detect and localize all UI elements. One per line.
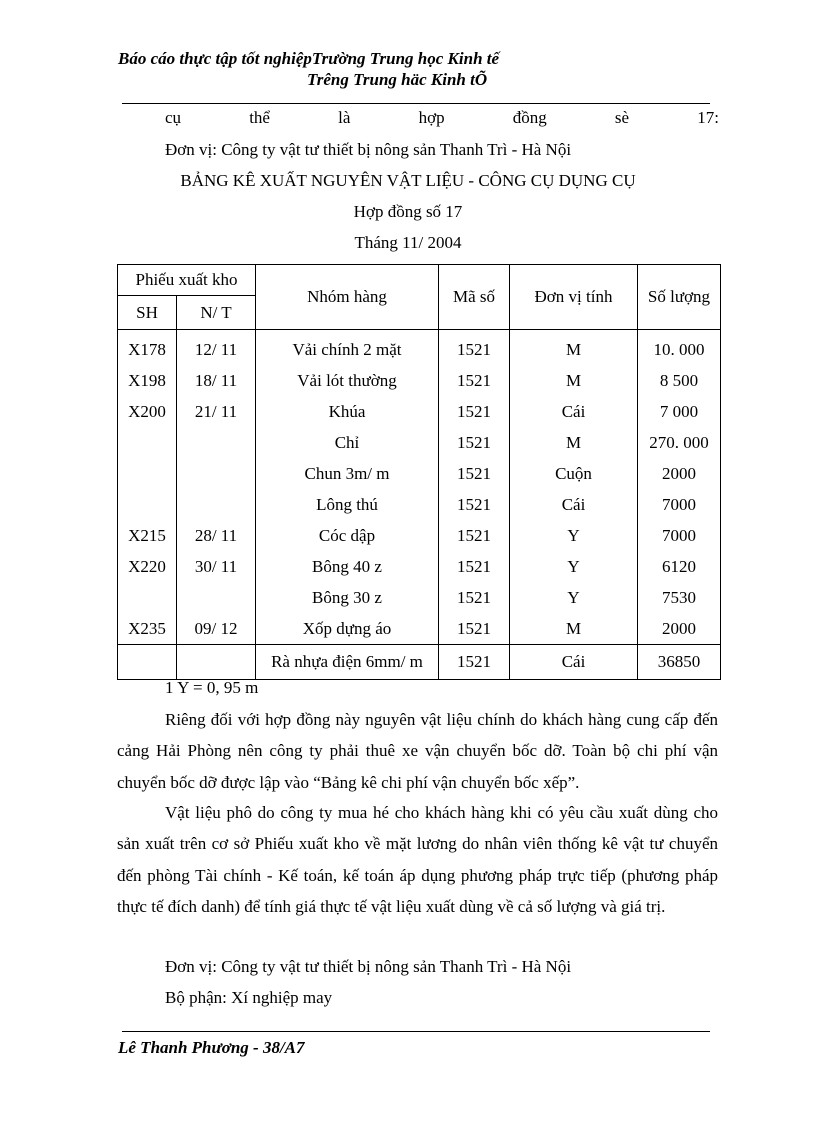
cell-item: Chỉ [256, 427, 439, 458]
cell-date: 12/ 11 [177, 330, 256, 366]
cell-quantity: 36850 [638, 645, 721, 680]
cell-unit: Y [510, 551, 638, 582]
cell-code: 1521 [439, 458, 510, 489]
cell-item: Bông 30 z [256, 582, 439, 613]
cell-unit: Cái [510, 489, 638, 520]
cell-quantity: 6120 [638, 551, 721, 582]
cell-date: 21/ 11 [177, 396, 256, 427]
cell-quantity: 7 000 [638, 396, 721, 427]
header-warehouse-slip: Phiếu xuất kho [118, 265, 256, 296]
table-row [118, 458, 721, 489]
cell-unit: Cái [510, 645, 638, 680]
table-row [118, 613, 721, 645]
cell-sh [118, 645, 177, 680]
cell-quantity: 2000 [638, 613, 721, 645]
cell-sh: X200 [118, 396, 177, 427]
cell-code: 1521 [439, 582, 510, 613]
cell-unit: M [510, 613, 638, 645]
table-row [118, 489, 721, 520]
cell-code: 1521 [439, 396, 510, 427]
cell-item: Bông 40 z [256, 551, 439, 582]
header-code: Mã số [439, 265, 510, 330]
header-item-group: Nhóm hàng [256, 265, 439, 330]
header-quantity: Số lượng [638, 265, 721, 330]
cell-quantity: 7000 [638, 520, 721, 551]
header-sh: SH [118, 296, 177, 330]
cell-unit: Cuộn [510, 458, 638, 489]
cell-item: Khúa [256, 396, 439, 427]
header-unit: Đơn vị tính [510, 265, 638, 330]
table-row [118, 645, 721, 680]
intro-word: là [338, 108, 351, 127]
table-title: BẢNG KÊ XUẤT NGUYÊN VẬT LIỆU - CÔNG CỤ DỤNG CỤ [180, 171, 636, 190]
intro-word: đồng [512, 108, 547, 127]
intro-line [165, 108, 719, 128]
header-date: N/ T [177, 296, 256, 330]
cell-quantity: 7530 [638, 582, 721, 613]
cell-sh: X178 [118, 330, 177, 366]
unit-note: 1 Y = 0, 95 m [165, 678, 259, 697]
cell-date: 09/ 12 [177, 613, 256, 645]
cell-date [177, 427, 256, 458]
cell-quantity: 10. 000 [638, 330, 721, 366]
cell-code: 1521 [439, 613, 510, 645]
paragraph-materials: Vật liệu phô do công ty mua hé cho khách hàng khi có yêu cầu xuất dùng cho sản xuất trên cơ sở Phiếu xuất kho về mặt lương do nhân viên thống kê vật tư chuyển đến phòng Tài chính - Kế toán, kế toán áp dụng phương pháp trực tiếp (phương pháp thực tế đích danh) để tính giá thực tế vật liệu xuất dùng về cả số lượng và giá trị. [117, 803, 718, 916]
intro-word: thể [249, 108, 270, 127]
cell-sh: X235 [118, 613, 177, 645]
cell-date [177, 489, 256, 520]
cell-unit: Y [510, 582, 638, 613]
table-row [118, 427, 721, 458]
cell-unit: Y [510, 520, 638, 551]
report-month: Tháng 11/ 2004 [354, 233, 462, 252]
cell-date [177, 582, 256, 613]
cell-date [177, 645, 256, 680]
department-line: Bộ phận: Xí nghiệp may [165, 988, 333, 1007]
cell-unit: M [510, 365, 638, 396]
header-divider [122, 103, 710, 104]
cell-item: Xốp dựng áo [256, 613, 439, 645]
cell-sh [118, 582, 177, 613]
cell-quantity: 8 500 [638, 365, 721, 396]
page-header: Báo cáo thực tập tốt nghiệpTrường Trung học Kinh tế [118, 49, 500, 68]
cell-item: Rà nhựa điện 6mm/ m [256, 645, 439, 680]
contract-number: Hợp đồng số 17 [353, 202, 463, 221]
cell-quantity: 2000 [638, 458, 721, 489]
table-row [118, 396, 721, 427]
cell-sh [118, 458, 177, 489]
table-row [118, 330, 721, 366]
table-row [118, 551, 721, 582]
cell-date [177, 458, 256, 489]
unit-line-1: Đơn vị: Công ty vật tư thiết bị nông sản Thanh Trì - Hà Nội [165, 140, 572, 159]
intro-word: cụ [165, 108, 182, 127]
cell-unit: M [510, 330, 638, 366]
cell-quantity: 7000 [638, 489, 721, 520]
cell-date: 30/ 11 [177, 551, 256, 582]
cell-code: 1521 [439, 365, 510, 396]
table-row [118, 365, 721, 396]
cell-date: 18/ 11 [177, 365, 256, 396]
cell-item: Vải lót thường [256, 365, 439, 396]
cell-item: Vải chính 2 mặt [256, 330, 439, 366]
cell-date: 28/ 11 [177, 520, 256, 551]
table-row [118, 582, 721, 613]
cell-code: 1521 [439, 645, 510, 680]
cell-sh [118, 427, 177, 458]
cell-sh: X220 [118, 551, 177, 582]
intro-word: 17: [697, 108, 719, 127]
table-header-row [118, 265, 721, 296]
table-row [118, 520, 721, 551]
intro-word: sè [614, 108, 630, 127]
page-header-garbled: Trêng Trung häc Kinh tÕ [307, 70, 488, 89]
cell-code: 1521 [439, 489, 510, 520]
cell-item: Chun 3m/ m [256, 458, 439, 489]
cell-item: Cóc dập [256, 520, 439, 551]
cell-quantity: 270. 000 [638, 427, 721, 458]
footer-divider [122, 1031, 710, 1032]
cell-code: 1521 [439, 427, 510, 458]
cell-code: 1521 [439, 330, 510, 366]
cell-code: 1521 [439, 520, 510, 551]
cell-unit: M [510, 427, 638, 458]
intro-word: hợp [418, 108, 445, 127]
page-footer: Lê Thanh Phương - 38/A7 [118, 1038, 305, 1057]
unit-line-2: Đơn vị: Công ty vật tư thiết bị nông sản Thanh Trì - Hà Nội [165, 957, 572, 976]
materials-table [117, 264, 721, 680]
cell-sh: X215 [118, 520, 177, 551]
paragraph-transport: Riêng đối với hợp đồng này nguyên vật liệu chính do khách hàng cung cấp đến cảng Hải Phòng nên công ty phải thuê xe vận chuyển bốc dỡ. Toàn bộ chi phí vận chuyển bốc dỡ được lập vào “Bảng kê chi phí vận chuyển bốc xếp”. [117, 710, 718, 792]
cell-sh [118, 489, 177, 520]
cell-code: 1521 [439, 551, 510, 582]
cell-unit: Cái [510, 396, 638, 427]
cell-sh: X198 [118, 365, 177, 396]
cell-item: Lông thú [256, 489, 439, 520]
